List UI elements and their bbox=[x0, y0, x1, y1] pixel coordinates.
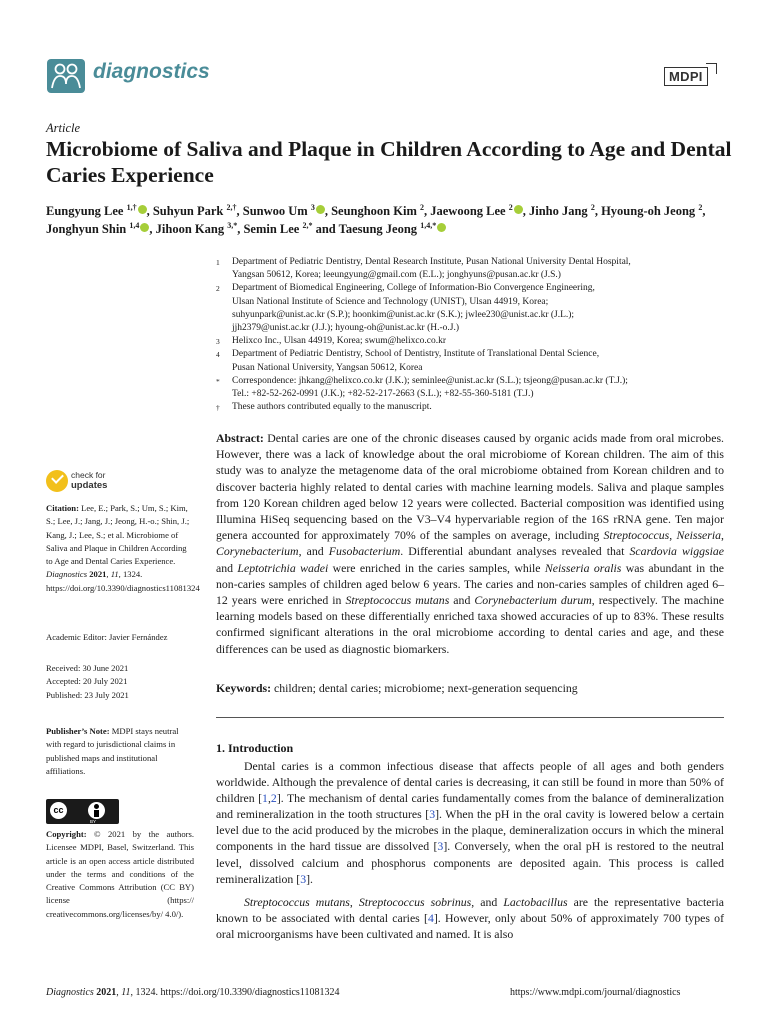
orcid-icon[interactable] bbox=[316, 205, 325, 214]
keywords-label: Keywords: bbox=[216, 681, 272, 695]
affiliation-line: Yangsan 50612, Korea; leeungyung@gmail.com (E.L.); jonghyuns@pusan.ac.kr (J.S.) bbox=[232, 270, 561, 281]
affiliation-line: suhyunpark@unist.ac.kr (S.P.); hoonkim@unist.ac.kr (S.K.); jwlee230@unist.ac.kr (J.L.); bbox=[232, 309, 575, 320]
affiliation-mark: 1 bbox=[216, 258, 220, 267]
taxon-name: Streptococcus sobrinus bbox=[358, 895, 472, 909]
taxon-name: Neisseria oralis bbox=[544, 560, 622, 575]
author-affiliation-mark: 1,4 bbox=[129, 220, 140, 230]
orcid-icon[interactable] bbox=[514, 205, 523, 214]
affiliation-line: Pusan National University, Yangsan 50612, Korea bbox=[232, 362, 423, 373]
affiliation-line: Helixco Inc., Ulsan 44919, Korea; swum@helixco.co.kr bbox=[232, 336, 447, 347]
cc-by-label: BY bbox=[90, 819, 97, 824]
author-name[interactable]: Seunghoon Kim bbox=[331, 204, 420, 218]
copyright-text: © 2021 by the authors. Licensee MDPI, Basel, Switzerland. This article is an open access article distributed under the terms and conditions of the Creative Commons Attribution (CC BY) license (https:// creativecommons.org/licenses/by/ 4.0/). bbox=[46, 829, 194, 919]
taxon-name: Corynebacterium bbox=[216, 544, 299, 559]
footer-year: 2021 bbox=[96, 987, 117, 998]
journal-name[interactable]: diagnostics bbox=[93, 60, 210, 83]
publisher-logo-corner bbox=[706, 63, 717, 74]
orcid-icon[interactable] bbox=[140, 223, 149, 232]
citation-label: Citation: bbox=[46, 503, 79, 513]
affiliation-mark: 4 bbox=[216, 350, 220, 360]
citation-volume: 11 bbox=[110, 569, 119, 580]
affiliation-text bbox=[232, 348, 726, 374]
author-affiliation-mark: 2 bbox=[590, 202, 595, 212]
author-name[interactable]: Jonghyun Shin bbox=[46, 222, 130, 236]
taxon-name: Corynebacterium durum bbox=[474, 593, 592, 608]
reference-link[interactable]: 1 bbox=[262, 791, 268, 806]
affiliation-text bbox=[232, 335, 726, 348]
affiliation-line: Ulsan National Institute of Science and Technology (UNIST), Ulsan 44919, Korea; bbox=[232, 296, 549, 307]
affiliation-line: jjh2379@unist.ac.kr (J.J.); hyoung-oh@unist.ac.kr (H.-o.J.) bbox=[232, 323, 459, 334]
taxon-name: Neisseria bbox=[676, 528, 722, 543]
affiliation-line: Department of Pediatric Dentistry, Dental Research Institute, Pusan National University Dental Hospital, bbox=[232, 257, 631, 267]
affiliation-item bbox=[216, 335, 726, 348]
orcid-icon[interactable] bbox=[138, 205, 147, 214]
check-updates-line2: updates bbox=[71, 480, 108, 491]
author-affiliation-mark: 1,† bbox=[126, 202, 137, 212]
attribution-icon bbox=[88, 802, 105, 819]
affiliations bbox=[216, 256, 726, 414]
section-heading: 1. Introduction bbox=[216, 741, 294, 755]
affiliation-mark: † bbox=[216, 403, 220, 413]
abstract-label: Abstract: bbox=[216, 431, 264, 445]
author-affiliation-mark: 2 bbox=[698, 202, 703, 212]
affiliation-item bbox=[216, 375, 726, 401]
author-affiliation-mark: 3 bbox=[310, 202, 315, 212]
article-type: Article bbox=[46, 121, 81, 135]
intro-paragraph-2: Streptococcus mutans, Streptococcus sobrinus, and Lactobacillus are the representative bacteria known to be associated with dental caries [4]. However, only about 50% of approximately 700 types of oral microorganisms have been cultivated and named. It is also bbox=[216, 895, 725, 942]
author-affiliation-mark: 2 bbox=[420, 202, 424, 212]
check-updates-line1: check for bbox=[71, 470, 106, 480]
taxon-name: Streptococcus mutans bbox=[345, 593, 450, 608]
author-name[interactable]: Suhyun Park bbox=[152, 204, 227, 218]
author-affiliation-mark: 3,* bbox=[227, 220, 238, 230]
affiliation-text bbox=[232, 256, 726, 282]
author-name[interactable]: Hyoung-oh Jeong bbox=[601, 204, 699, 218]
citation-doi[interactable]: , 1324. https://doi.org/10.3390/diagnostics11081324 bbox=[46, 569, 200, 593]
affiliation-item bbox=[216, 256, 726, 282]
academic-editor: Academic Editor: Javier Fernández bbox=[46, 632, 168, 642]
affiliation-line: Tel.: +82-52-262-0991 (J.K.); +82-52-217-2663 (S.L.); +82-55-360-5181 (T.J.) bbox=[232, 389, 534, 400]
affiliation-text bbox=[232, 375, 726, 401]
author-name[interactable]: Jaewoong Lee bbox=[430, 204, 509, 218]
taxon-name: Fusobacterium bbox=[328, 544, 401, 559]
page-title: Microbiome of Saliva and Plaque in Children According to Age and Dental Caries Experience bbox=[46, 137, 732, 187]
citation-journal: Diagnostics bbox=[46, 569, 88, 580]
keywords bbox=[216, 681, 724, 696]
abstract bbox=[216, 430, 724, 657]
accepted-date: Accepted: 20 July 2021 bbox=[46, 676, 128, 687]
journal-logo-icon bbox=[46, 58, 86, 94]
reference-link[interactable]: 3 bbox=[300, 871, 307, 886]
affiliation-mark: * bbox=[216, 376, 220, 386]
author-name[interactable]: Sunwoo Um bbox=[242, 204, 311, 218]
copyright-label: Copyright: bbox=[46, 829, 87, 839]
section-divider bbox=[216, 717, 724, 718]
reference-link[interactable]: 3 bbox=[437, 839, 444, 854]
author-name[interactable]: Semin Lee bbox=[243, 222, 303, 236]
taxon-name: Streptococcus mutans bbox=[244, 895, 350, 909]
author-name[interactable]: Jinho Jang bbox=[528, 204, 591, 218]
check-for-updates-button[interactable] bbox=[46, 470, 166, 494]
orcid-icon[interactable] bbox=[437, 223, 446, 232]
affiliation-mark: 3 bbox=[216, 337, 220, 347]
affiliation-line: Department of Pediatric Dentistry, School of Dentistry, Institute of Translational Dental Science, bbox=[232, 349, 600, 360]
citation-year: 2021 bbox=[89, 569, 107, 580]
abstract-text: Dental caries are one of the chronic diseases caused by organic acids made from oral microbes. However, there was a lack of knowledge about the oral microbiome of Korean children. The aim of this study was to analyze the metagenome data of the oral microbiome obtained from Korean children and to discover bacteria highly related to dental caries with machine learning models. Saliva and plaque samples from 120 Korean children aged below 12 years were collected. Bacterial composition was identified using Illumina HiSeq sequencing based on the V3–V4 hypervariable region of the 16S rRNA gene. Ten major genera accounted for approximately 70% of the samples on average, including Streptococcus, Neisseria, Corynebacterium, and Fusobacterium. Differential abundant analyses revealed that Scardovia wiggsiae and Leptotrichia wadei were enriched in the caries samples, while Neisseria oralis was abundant in the non-caries samples of children aged below 6 years. The caries and non-caries samples of children aged 6–12 years were enriched in Streptococcus mutans and Corynebacterium durum, respectively. The machine learning models based on these differentially enriched taxa showed accuracies of up to 83%. These results confirmed significant alterations in the oral microbiome according to dental caries and age, and these differences can be used as diagnostic biomarkers. bbox=[216, 431, 724, 656]
cc-icon: cc bbox=[50, 802, 67, 819]
author-name[interactable]: Eungyung Lee bbox=[46, 204, 127, 218]
published-date: Published: 23 July 2021 bbox=[46, 689, 129, 700]
author-affiliation-mark: 2,† bbox=[226, 202, 237, 212]
publisher-note-label: Publisher’s Note: bbox=[46, 726, 110, 736]
publisher-logo[interactable]: MDPI bbox=[664, 67, 708, 86]
citation-block: Citation: Lee, E.; Park, S.; Um, S.; Kim, S.; Lee, J.; Jang, J.; Jeong, H.-o.; Shin, J.; Kang, J.; Lee, S.; et al. Microbiome of Saliva and Plaque in Children According to Age and Dental Caries Experience. Diagnostics 2021, 11, 1324. https://doi.org/10.3390/diagnostics11081324 bbox=[46, 503, 200, 593]
affiliation-line: Department of Biomedical Engineering, College of Information-Bio Convergence Engineering, bbox=[232, 283, 595, 294]
author-affiliation-mark: 2,* bbox=[302, 220, 313, 230]
author-list: Eungyung Lee $^{1,\dagger}$ , Suhyun Park $^{2,\dagger}$, Sunwoo Um $^3$ , Seunghoon Kim $^2$, Jaewoong Lee $^2$ , Jinho Jang $^2$, Hyoung-oh Jeong $^2$, Jonghyun Shin $^{1,4}$ , Jihoon Kang $^{3,*}$, Semin Lee $^{2,*}$ and Taesung Jeong $^{1,4,*}$ bbox=[46, 202, 706, 236]
author-affiliation-mark: 2 bbox=[508, 202, 513, 212]
publisher-note bbox=[46, 725, 194, 778]
cc-by-license-badge[interactable] bbox=[46, 799, 119, 824]
affiliation-item bbox=[216, 348, 726, 374]
reference-link[interactable]: 3 bbox=[429, 807, 436, 822]
author-name[interactable]: Jihoon Kang bbox=[155, 222, 228, 236]
citation-text: Lee, E.; Park, S.; Um, S.; Kim, S.; Lee, J.; Jang, J.; Jeong, H.-o.; Shin, J.; Kang, J.; Lee, S.; et al. Microbiome of Saliva and Plaque in Children According to Age and Dental Caries Experience. bbox=[46, 503, 190, 567]
taxon-name: Lactobacillus bbox=[503, 895, 568, 909]
affiliation-line: These authors contributed equally to the manuscript. bbox=[232, 402, 432, 413]
taxon-name: Streptococcus bbox=[603, 528, 670, 543]
reference-link[interactable]: 4 bbox=[427, 911, 434, 926]
check-icon bbox=[46, 470, 68, 492]
author-name[interactable]: Taesung Jeong bbox=[338, 222, 421, 236]
taxon-name: Leptotrichia wadei bbox=[237, 560, 329, 575]
footer-citation: Diagnostics 2021, 11, 1324. https://doi.org/10.3390/diagnostics11081324 bbox=[46, 987, 340, 998]
dates-block bbox=[46, 662, 194, 702]
affiliation-item bbox=[216, 282, 726, 335]
footer-journal-url[interactable]: https://www.mdpi.com/journal/diagnostics bbox=[510, 987, 681, 998]
affiliation-item bbox=[216, 401, 726, 414]
author-affiliation-mark: 1,4,* bbox=[420, 220, 437, 230]
affiliation-text bbox=[232, 282, 726, 335]
footer-doi[interactable]: , 1324. https://doi.org/10.3390/diagnostics11081324 bbox=[130, 987, 340, 998]
publisher-note-text: MDPI stays neutral with regard to jurisdictional claims in published maps and institutional affiliations. bbox=[46, 726, 179, 776]
affiliation-mark: 2 bbox=[216, 284, 220, 294]
affiliation-line: Correspondence: jhkang@helixco.co.kr (J.K.); seminlee@unist.ac.kr (S.L.); tsjeong@pusan.ac.kr (T.J.); bbox=[232, 375, 628, 386]
copyright-block bbox=[46, 828, 194, 921]
keywords-text: children; dental caries; microbiome; next-generation sequencing bbox=[271, 681, 578, 695]
intro-paragraph-1: Dental caries is a common infectious disease that affects people of all ages and both genders worldwide. Although the prevalence of dental caries is decreasing, it can still be found in more than 50% of children [1,2]. The mechanism of dental caries fundamentally comes from the balance of demineralization and remineralization in the tooth structures [3]. When the pH in the oral cavity is lowered below a certain level due to the acid produced by the microbes in the plaque, demineralization occurs in which the mineral components in the hard tissue are dissolved [3]. Conversely, when the oral pH is restored to the neutral level, dissolved calcium and phosphorus components are deposited again. This process is called remineralization [3]. bbox=[216, 759, 725, 886]
footer-journal: Diagnostics bbox=[46, 987, 94, 998]
reference-link[interactable]: 2 bbox=[270, 791, 277, 806]
footer-volume: 11 bbox=[121, 987, 131, 998]
taxon-name: Scardovia wiggsiae bbox=[629, 544, 724, 559]
received-date: Received: 30 June 2021 bbox=[46, 663, 129, 673]
affiliation-text bbox=[232, 401, 726, 414]
